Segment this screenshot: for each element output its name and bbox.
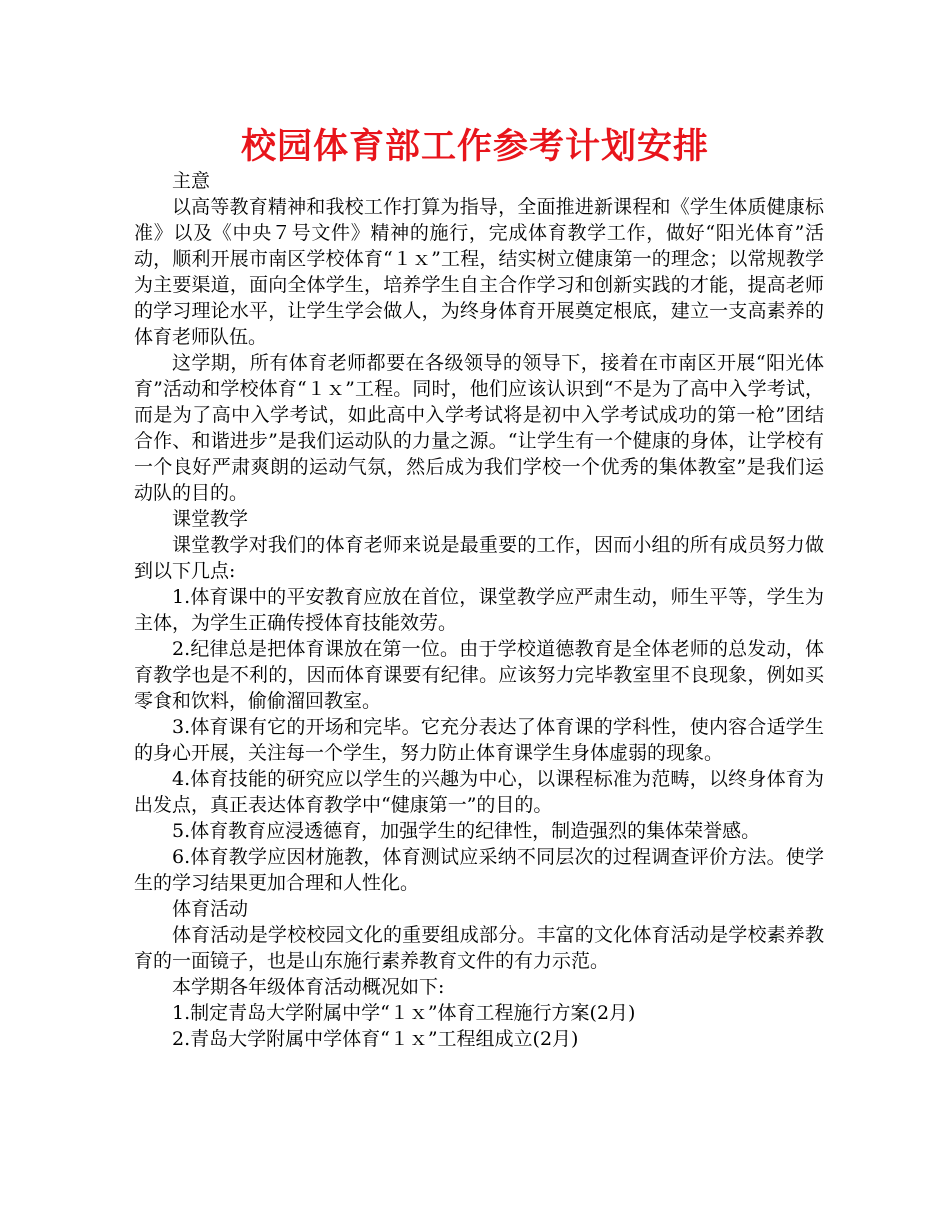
- list-item: 6.体育教学应因材施教，体育测试应采纳不同层次的过程调查评价方法。使学生的学习结果更加合理和人性化。: [134, 846, 824, 894]
- paragraph: 体育活动是学校校园文化的重要组成部分。丰富的文化体育活动是学校素养教育的一面镜子，也是山东施行素养教育文件的有力示范。: [134, 924, 824, 972]
- list-item: 1.体育课中的平安教育应放在首位，课堂教学应严肃生动，师生平等，学生为主体，为学生正确传授体育技能效劳。: [134, 586, 824, 634]
- list-item: 2.青岛大学附属中学体育“１ｘ”工程组成立(2月): [172, 1028, 579, 1050]
- section-heading: 主意: [172, 170, 211, 192]
- list-item: 2.纪律总是把体育课放在第一位。由于学校道德教育是全体老师的总发动，体育教学也是不利的，因而体育课要有纪律。应该努力完毕教室里不良现象，例如买零食和饮料，偷偷溜回教室。: [134, 638, 824, 712]
- paragraph: 课堂教学对我们的体育老师来说是最重要的工作，因而小组的所有成员努力做到以下几点:: [134, 534, 824, 582]
- document-title: 校园体育部工作参考计划安排: [240, 127, 709, 167]
- list-item: 4.体育技能的研究应以学生的兴趣为中心，以课程标准为范畴，以终身体育为出发点，真正表达体育教学中“健康第一”的目的。: [134, 768, 824, 816]
- paragraph: 以高等教育精神和我校工作打算为指导，全面推进新课程和《学生体质健康标准》以及《中央７号文件》精神的施行，完成体育教学工作，做好“阳光体育”活动，顺利开展市南区学校体育“１ｘ”工程，结实树立健康第一的理念；以常规教学为主要渠道，面向全体学生，培养学生自主合作学习和创新实践的才能，提高老师的学习理论水平，让学生学会做人，为终身体育开展奠定根底，建立一支高素养的体育老师队伍。: [134, 196, 824, 348]
- section-heading: 体育活动: [172, 898, 249, 920]
- list-item: 5.体育教育应浸透德育，加强学生的纪律性，制造强烈的集体荣誉感。: [172, 820, 761, 842]
- paragraph: 这学期，所有体育老师都要在各级领导的领导下，接着在市南区开展“阳光体育”活动和学校体育“１ｘ”工程。同时，他们应该认识到“不是为了高中入学考试，而是为了高中入学考试，如此高中入学考试将是初中入学考试成功的第一枪”团结合作、和谐进步”是我们运动队的力量之源。“让学生有一个健康的身体，让学校有一个良好严肃爽朗的运动气氛，然后成为我们学校一个优秀的集体教室”是我们运动队的目的。: [134, 352, 824, 504]
- section-heading: 课堂教学: [172, 508, 249, 530]
- document-body: [134, 168, 824, 1052]
- list-item: 1.制定青岛大学附属中学“１ｘ”体育工程施行方案(2月): [172, 1002, 636, 1024]
- list-item: 3.体育课有它的开场和完毕。它充分表达了体育课的学科性，使内容合适学生的身心开展，关注每一个学生，努力防止体育课学生身体虚弱的现象。: [134, 716, 824, 764]
- paragraph: 本学期各年级体育活动概况如下:: [172, 976, 445, 998]
